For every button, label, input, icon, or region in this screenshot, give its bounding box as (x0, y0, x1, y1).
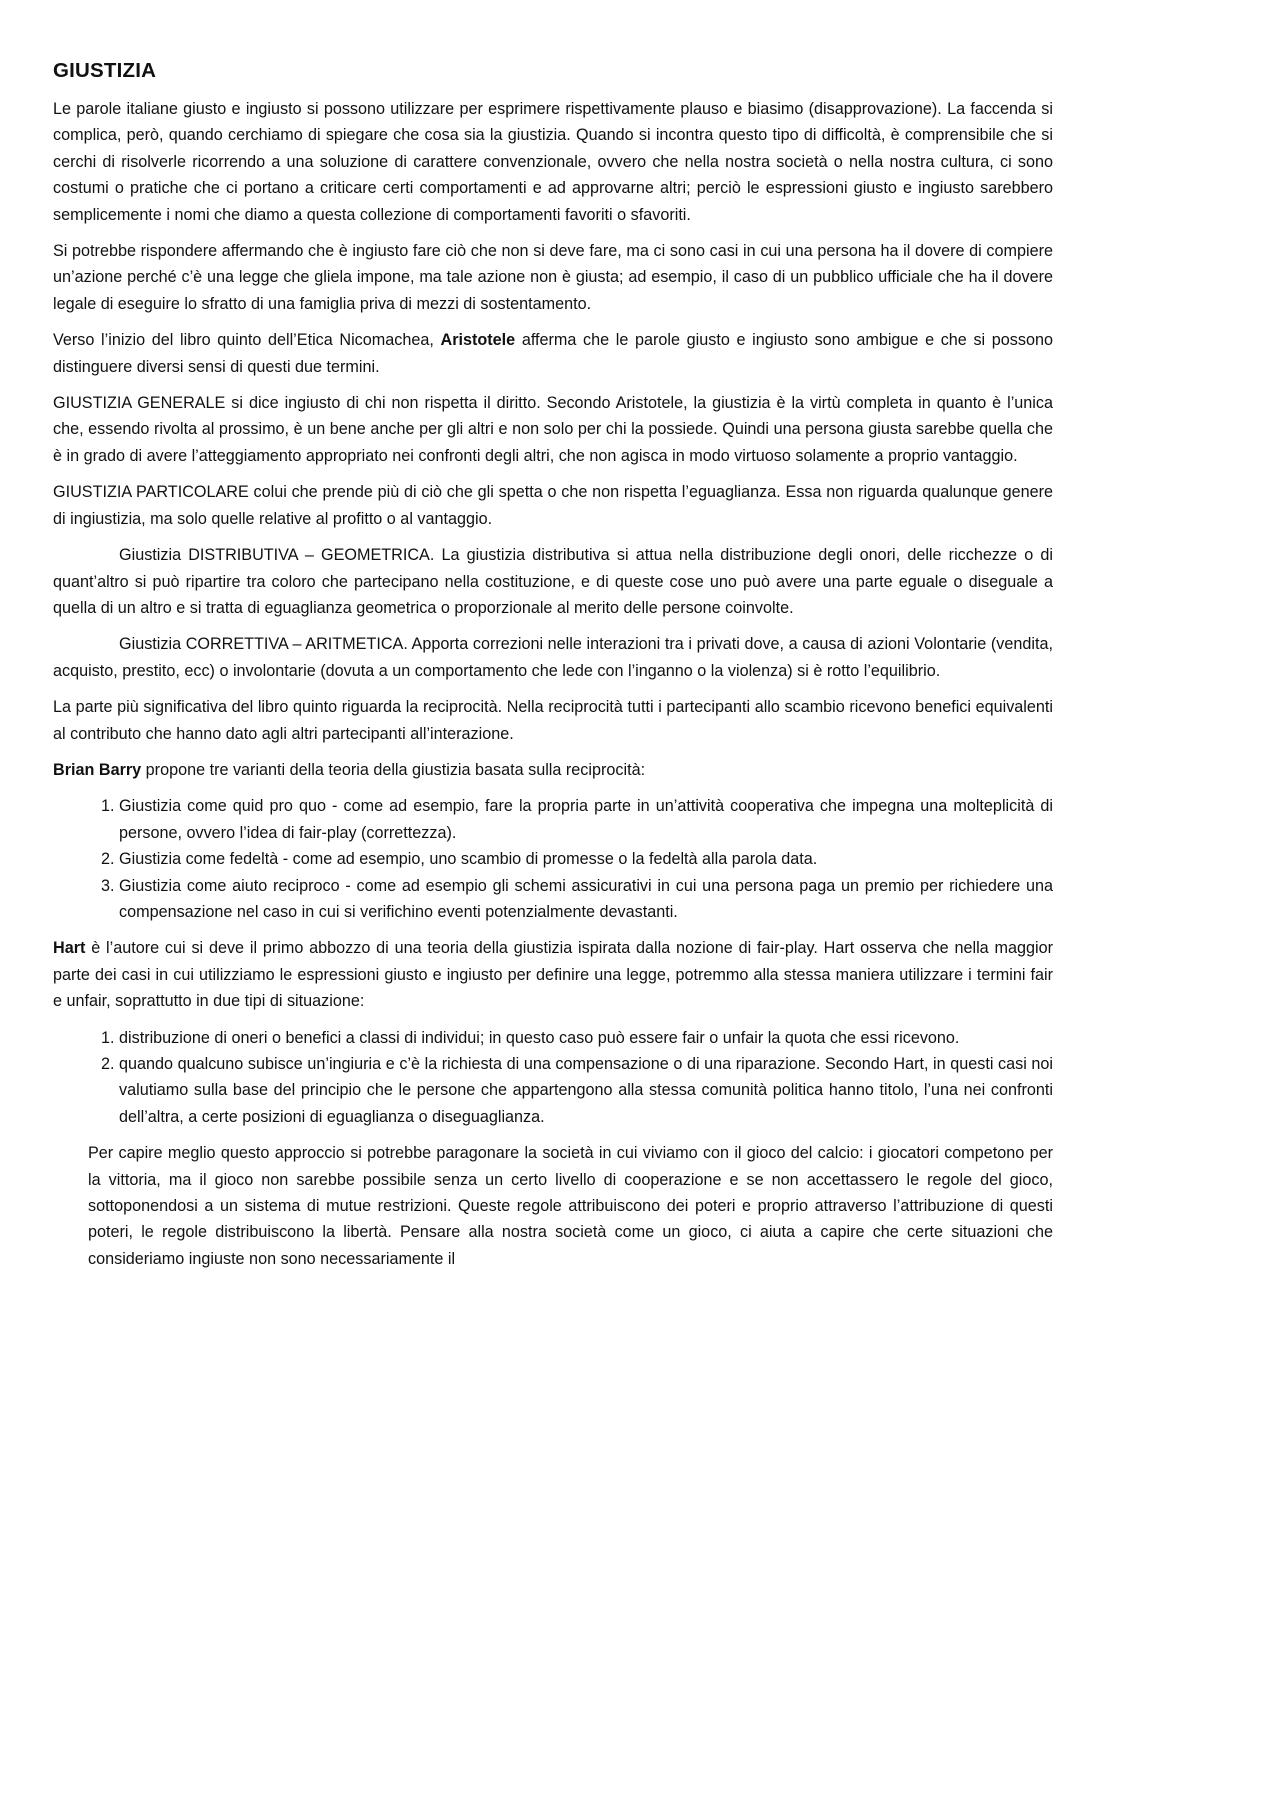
paragraph-ingiusto: Si potrebbe rispondere affermando che è ingiusto fare ciò che non si deve fare, ma ci sono casi in cui una persona ha il dovere di compiere un’azione perché c’è una legge che gliela impone, ma tale azione non è giusta; ad esempio, il caso di un pubblico ufficiale che ha il dovere legale di eseguire lo sfratto di una famiglia priva di mezzi di sostentamento. (53, 242, 1053, 313)
hart-situations-list (53, 1025, 1053, 1131)
paragraph-giustizia-distributiva: Giustizia DISTRIBUTIVA – GEOMETRICA. La giustizia distributiva si attua nella distribuzione degli onori, delle ricchezze o di quant’altro si può ripartire tra coloro che partecipano nella costituzione, e di queste cose uno può avere una parte eguale o diseguale a quella di un altro e si tratta di eguaglianza geometrica o proporzionale al merito delle persone coinvolte. (53, 546, 1053, 617)
list-item: 2. quando qualcuno subisce un’ingiuria e c’è la richiesta di una compensazione o di una riparazione. Secondo Hart, in questi casi noi valutiamo sulla base del principio che le persone che appartengono alla stessa comunità politica hanno titolo, l’una nei confronti dell’altra, a certe posizioni di eguaglianza o diseguaglianza. (119, 1051, 1053, 1130)
barry-variants-list (53, 793, 1053, 925)
paragraph-hart (53, 935, 1053, 1014)
paragraph-giustizia-particolare: GIUSTIZIA PARTICOLARE colui che prende più di ciò che gli spetta o che non rispetta l’eguaglianza. Essa non riguarda qualunque genere di ingiustizia, ma solo quelle relative al profitto o al vantaggio. (53, 483, 1053, 528)
list-item: 2. Giustizia come fedeltà - come ad esempio, uno scambio di promesse o la fedeltà alla parola data. (119, 846, 1053, 872)
paragraph-intro: Le parole italiane giusto e ingiusto si possono utilizzare per esprimere rispettivamente plauso e biasimo (disapprovazione). La faccenda si complica, però, quando cerchiamo di spiegare che cosa sia la giustizia. Quando si incontra questo tipo di difficoltà, è comprensibile che si cerchi di risolverle ricorrendo a una soluzione di carattere convenzionale, ovvero che nella nostra società o nella nostra cultura, ci sono costumi o pratiche che ci portano a criticare certi comportamenti e ad approvarne altri; perciò le espressioni giusto e ingiusto sarebbero semplicemente i nomi che diamo a questa collezione di comportamenti favoriti o sfavoriti. (53, 100, 1053, 224)
brian-barry-name: Brian Barry (53, 760, 142, 779)
paragraph-calcio: Per capire meglio questo approccio si potrebbe paragonare la società in cui viviamo con il gioco del calcio: i giocatori competono per la vittoria, ma il gioco non sarebbe possibile senza un certo livello di cooperazione e se non accettassero le regole del gioco, sottoponendosi a un sistema di mutue restrizioni. Queste regole attribuiscono dei poteri e proprio attraverso l’attribuzione di questi poteri, le regole distribuiscono la libertà. Pensare alla nostra società come un gioco, ci aiuta a capire che certe situazioni che consideriamo ingiuste non sono necessariamente il (88, 1144, 1053, 1268)
document-title: GIUSTIZIA (53, 59, 157, 82)
paragraph-giustizia-generale: GIUSTIZIA GENERALE si dice ingiusto di chi non rispetta il diritto. Secondo Aristotele, la giustizia è la virtù completa in quanto è l’unica che, essendo rivolta al prossimo, è un bene anche per gli altri e non solo per chi la possiede. Quindi una persona giusta sarebbe quella che è in grado di avere l’atteggiamento appropriato nei confronti degli altri, che non agisca in modo virtuoso solamente a proprio vantaggio. (53, 394, 1053, 465)
hart-name: Hart (53, 939, 86, 958)
list-item: 1. Giustizia come quid pro quo - come ad esempio, fare la propria parte in un’attività cooperativa che impegna una molteplicità di persone, ovvero l’idea di fair-play (correttezza). (119, 793, 1053, 846)
aristotele-text-pre: Verso l’inizio del libro quinto dell’Etica Nicomachea, (53, 331, 441, 350)
paragraph-aristotele (53, 327, 1053, 380)
document-body (53, 58, 1053, 1282)
hart-text: è l’autore cui si deve il primo abbozzo di una teoria della giustizia ispirata dalla nozione di fair-play. Hart osserva che nella maggior parte dei casi in cui utilizziamo le espressioni giusto e ingiusto per definire una legge, potremmo alla stessa maniera utilizzare i termini fair e unfair, soprattutto in due tipi di situazione: (53, 939, 1053, 1011)
list-item: 1. distribuzione di oneri o benefici a classi di individui; in questo caso può essere fair o unfair la quota che essi ricevono. (119, 1025, 1053, 1051)
aristotele-text-post: afferma che le parole giusto e ingiusto sono ambigue e che si possono distinguere diversi sensi di questi due termini. (53, 331, 1053, 376)
paragraph-giustizia-correttiva: Giustizia CORRETTIVA – ARITMETICA. Apporta correzioni nelle interazioni tra i privati dove, a causa di azioni Volontarie (vendita, acquisto, prestito, ecc) o involontarie (dovuta a un comportamento che lede con l’inganno o la violenza) si è rotto l’equilibrio. (53, 635, 1053, 680)
paragraph-brian-barry (53, 757, 1053, 783)
aristotele-name: Aristotele (440, 331, 516, 350)
paragraph-reciprocita: La parte più significativa del libro quinto riguarda la reciprocità. Nella reciprocità tutti i partecipanti allo scambio ricevono benefici equivalenti al contributo che hanno dato agli altri partecipanti all’interazione. (53, 698, 1053, 743)
list-item: 3. Giustizia come aiuto reciproco - come ad esempio gli schemi assicurativi in cui una persona paga un premio per richiedere una compensazione nel caso in cui si verifichino eventi potenzialmente devastanti. (119, 873, 1053, 926)
brian-barry-text: propone tre varianti della teoria della giustizia basata sulla reciprocità: (141, 760, 646, 779)
